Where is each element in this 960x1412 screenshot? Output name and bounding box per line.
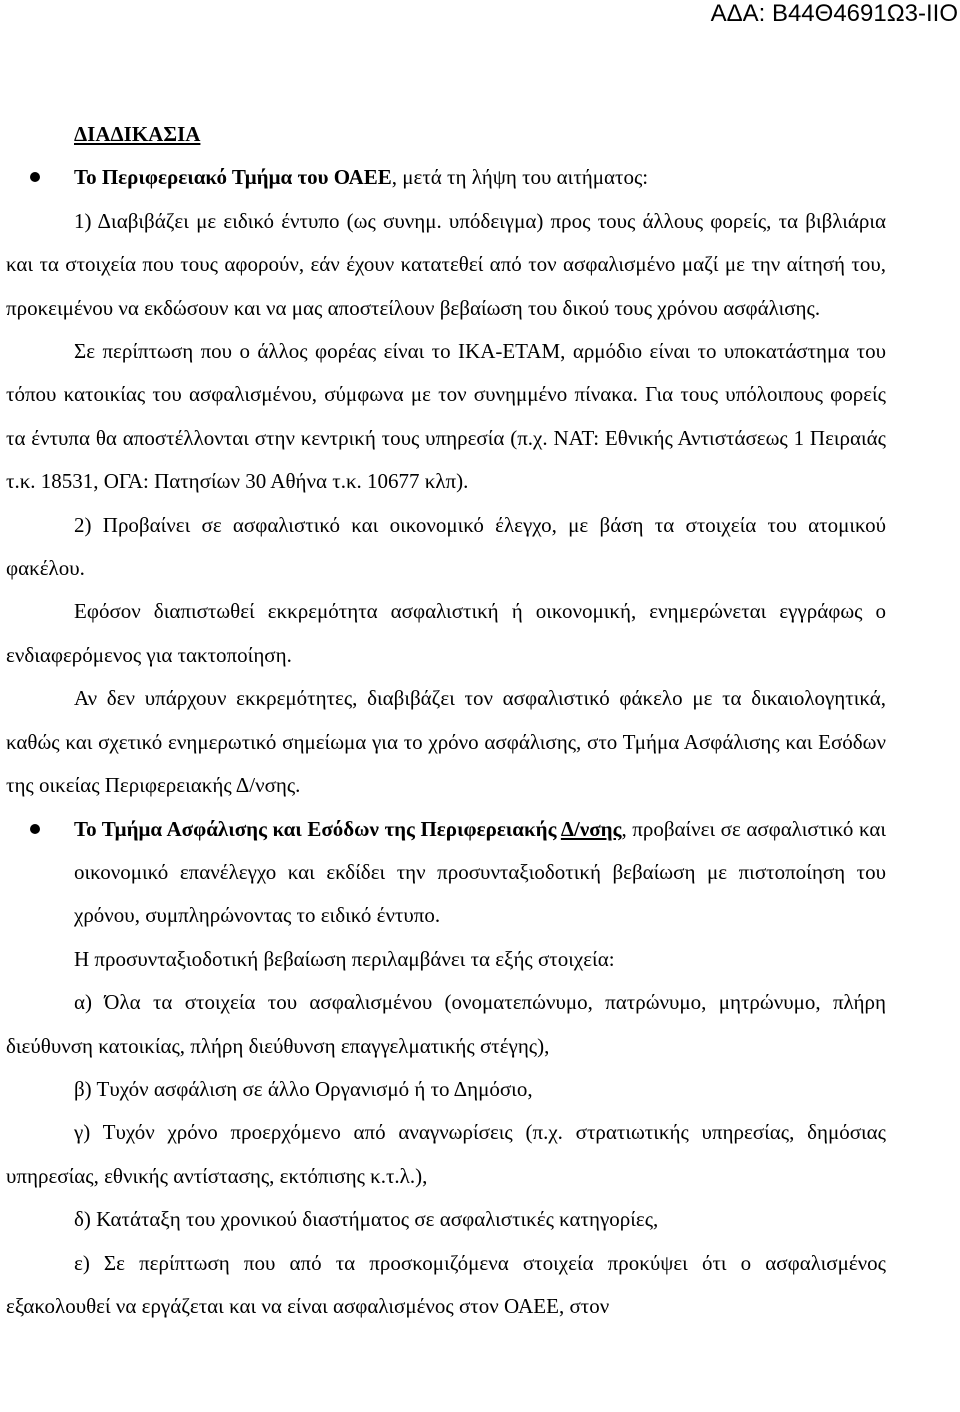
bullet-text: , προβαίνει σε ασφαλιστικό και οικονομικό επανέλεγχο και εκδίδει την προσυνταξιοδοτική βεβαίωση με πιστοποίηση του χρόνου, συμπληρώνοντας το ειδικό έντυπο. (74, 816, 886, 928)
list-item-c: γ) Τυχόν χρόνο προερχόμενο από αναγνωρίσεις (π.χ. στρατιωτικής υπηρεσίας, δημόσιας υπηρεσίας, εθνικής αντίστασης, εκτόπισης κ.τ.λ.), (6, 1120, 886, 1188)
paragraph-certificate-contents: Η προσυνταξιοδοτική βεβαίωση περιλαμβάνει τα εξής στοιχεία: (74, 946, 615, 971)
paragraph-step-2: 2) Προβαίνει σε ασφαλιστικό και οικονομικό έλεγχο, με βάση τα στοιχεία του ατομικού φακέλου. (6, 512, 886, 581)
section-heading: ΔΙΑΔΙΚΑΣΙΑ (74, 122, 201, 146)
bullet-bold-text: Το Τμήμα Ασφάλισης και Εσόδων της Περιφερειακής (74, 816, 561, 841)
bullet-bold-underlined-text: Δ/νσης (560, 816, 622, 841)
bullet-bold-text: Το Περιφερειακό Τμήμα του ΟΑΕΕ (74, 165, 392, 190)
bullet-text: , μετά τη λήψη του αιτήματος: (391, 165, 649, 190)
list-item-a: α) Όλα τα στοιχεία του ασφαλισμένου (ονοματεπώνυμο, πατρώνυμο, μητρώνυμο, πλήρη διεύθυνση κατοικίας, πλήρη διεύθυνση επαγγελματικής στέγης), (6, 990, 886, 1058)
paragraph-ika-etam: Σε περίπτωση που ο άλλος φορέας είναι το ΙΚΑ-ΕΤΑΜ, αρμόδιο είναι το υποκατάστημα του τόπου κατοικίας του ασφαλισμένου, σύμφωνα με τον συνημμένο πίνακα. Για τους υπόλοιπους φορείς τα έντυπα θα αποστέλλονται στην κεντρική τους υπηρεσία (π.χ. ΝΑΤ: Εθνικής Αντιστάσεως 1 Πειραιάς τ.κ. 18531, ΟΓΑ: Πατησίων 30 Αθήνα τ.κ. 10677 κλπ). (6, 339, 886, 494)
bullet-item-insurance-department (6, 808, 886, 938)
bullet-icon (30, 172, 40, 182)
paragraph-step-1: 1) Διαβιβάζει με ειδικό έντυπο (ως συνημ. υπόδειγμα) προς τους άλλους φορείς, τα βιβλιάρια και τα στοιχεία που τους αφορούν, εάν έχουν κατατεθεί από τον ασφαλισμένο μαζί με την αίτησή του, προκειμένου να εκδώσουν και να μας αποστείλουν βεβαίωση του δικού τους χρόνου ασφάλισης. (6, 208, 886, 320)
list-item-b: β) Τυχόν ασφάλιση σε άλλο Οργανισμό ή το Δημόσιο, (74, 1076, 533, 1101)
list-item-e: ε) Σε περίπτωση που από τα προσκομιζόμενα στοιχεία προκύψει ότι ο ασφαλισμένος εξακολουθεί να εργάζεται και να είναι ασφαλισμένος στον ΟΑΕΕ, στον (6, 1250, 886, 1318)
paragraph-no-pending: Αν δεν υπάρχουν εκκρεμότητες, διαβιβάζει τον ασφαλιστικό φάκελο με τα δικαιολογητικά, καθώς και σχετικό ενημερωτικό σημείωμα για το χρόνο ασφάλισης, στο Τμήμα Ασφάλισης και Εσόδων της οικείας Περιφερειακής Δ/νσης. (6, 686, 886, 798)
bullet-icon (30, 824, 40, 834)
ada-code: ΑΔΑ: Β44Θ4691Ω3-ΙΙΟ (710, 0, 958, 27)
document-body (6, 113, 886, 1328)
paragraph-pending-issues: Εφόσον διαπιστωθεί εκκρεμότητα ασφαλιστική ή οικονομική, ενημερώνεται εγγράφως ο ενδιαφερόμενος για τακτοποίηση. (6, 599, 886, 667)
list-item-d: δ) Κατάταξη του χρονικού διαστήματος σε ασφαλιστικές κατηγορίες, (74, 1207, 659, 1232)
bullet-item-regional-department (6, 156, 886, 199)
